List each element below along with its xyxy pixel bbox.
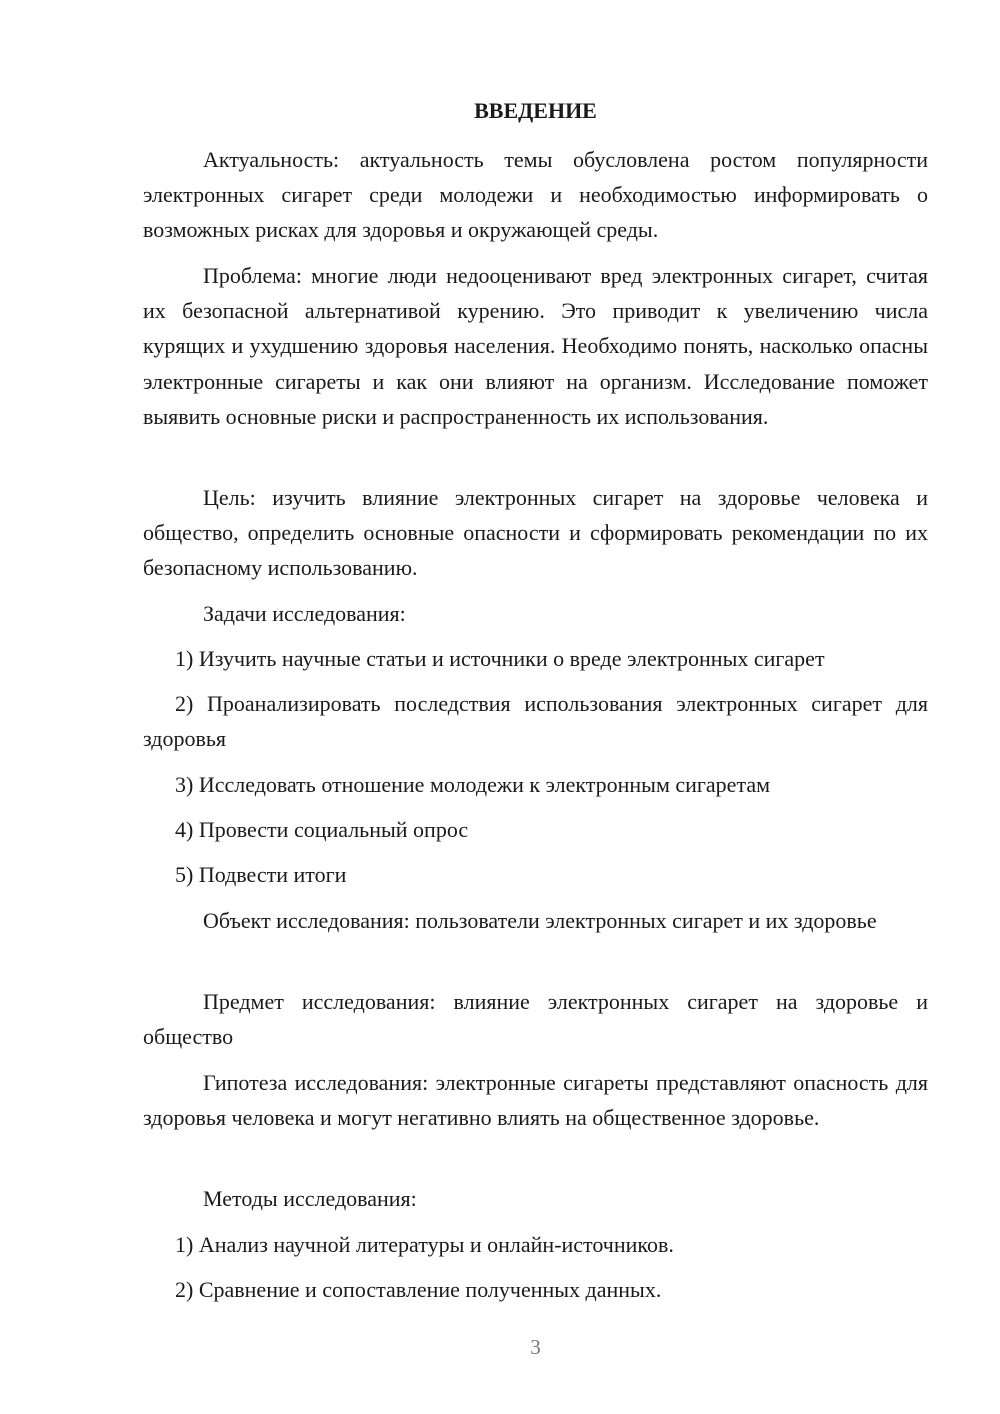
task-item: 4) Провести социальный опрос — [175, 817, 469, 842]
hypothesis-paragraph: Гипотеза исследования: электронные сигареты представляют опасность для здоровья человека и могут негативно влиять на общественное здоровье. — [143, 1070, 928, 1131]
relevance-paragraph: Актуальность: актуальность темы обусловлена ростом популярности электронных сигарет среди молодежи и необходимостью информировать о возможных рисках для здоровья и окружающей среды. — [143, 147, 928, 243]
tasks-heading: Задачи исследования: — [203, 601, 406, 626]
method-item: 2) Сравнение и сопоставление полученных данных. — [175, 1277, 662, 1302]
task-item: 5) Подвести итоги — [175, 862, 347, 887]
methods-heading: Методы исследования: — [203, 1186, 417, 1211]
problem-paragraph: Проблема: многие люди недооценивают вред электронных сигарет, считая их безопасной альтернативой курению. Это приводит к увеличению числа курящих и ухудшению здоровья населения. Необходимо понять, насколько опасны электронные сигареты и как они влияют на организм. Исследование поможет выявить основные риски и распространенность их использования. — [143, 263, 928, 429]
object-paragraph: Объект исследования: пользователи электронных сигарет и их здоровье — [203, 908, 877, 933]
page-title: ВВЕДЕНИЕ — [474, 98, 597, 123]
task-item: 3) Исследовать отношение молодежи к электронным сигаретам — [175, 772, 771, 797]
task-item: 2) Проанализировать последствия использования электронных сигарет для здоровья — [143, 691, 928, 752]
goal-paragraph: Цель: изучить влияние электронных сигарет на здоровье человека и общество, определить основные опасности и сформировать рекомендации по их безопасному использованию. — [143, 485, 928, 581]
method-item: 1) Анализ научной литературы и онлайн-источников. — [175, 1232, 674, 1257]
page-number: 3 — [530, 1335, 541, 1359]
subject-paragraph: Предмет исследования: влияние электронных сигарет на здоровье и общество — [143, 989, 928, 1050]
task-item: 1) Изучить научные статьи и источники о вреде электронных сигарет — [175, 646, 825, 671]
